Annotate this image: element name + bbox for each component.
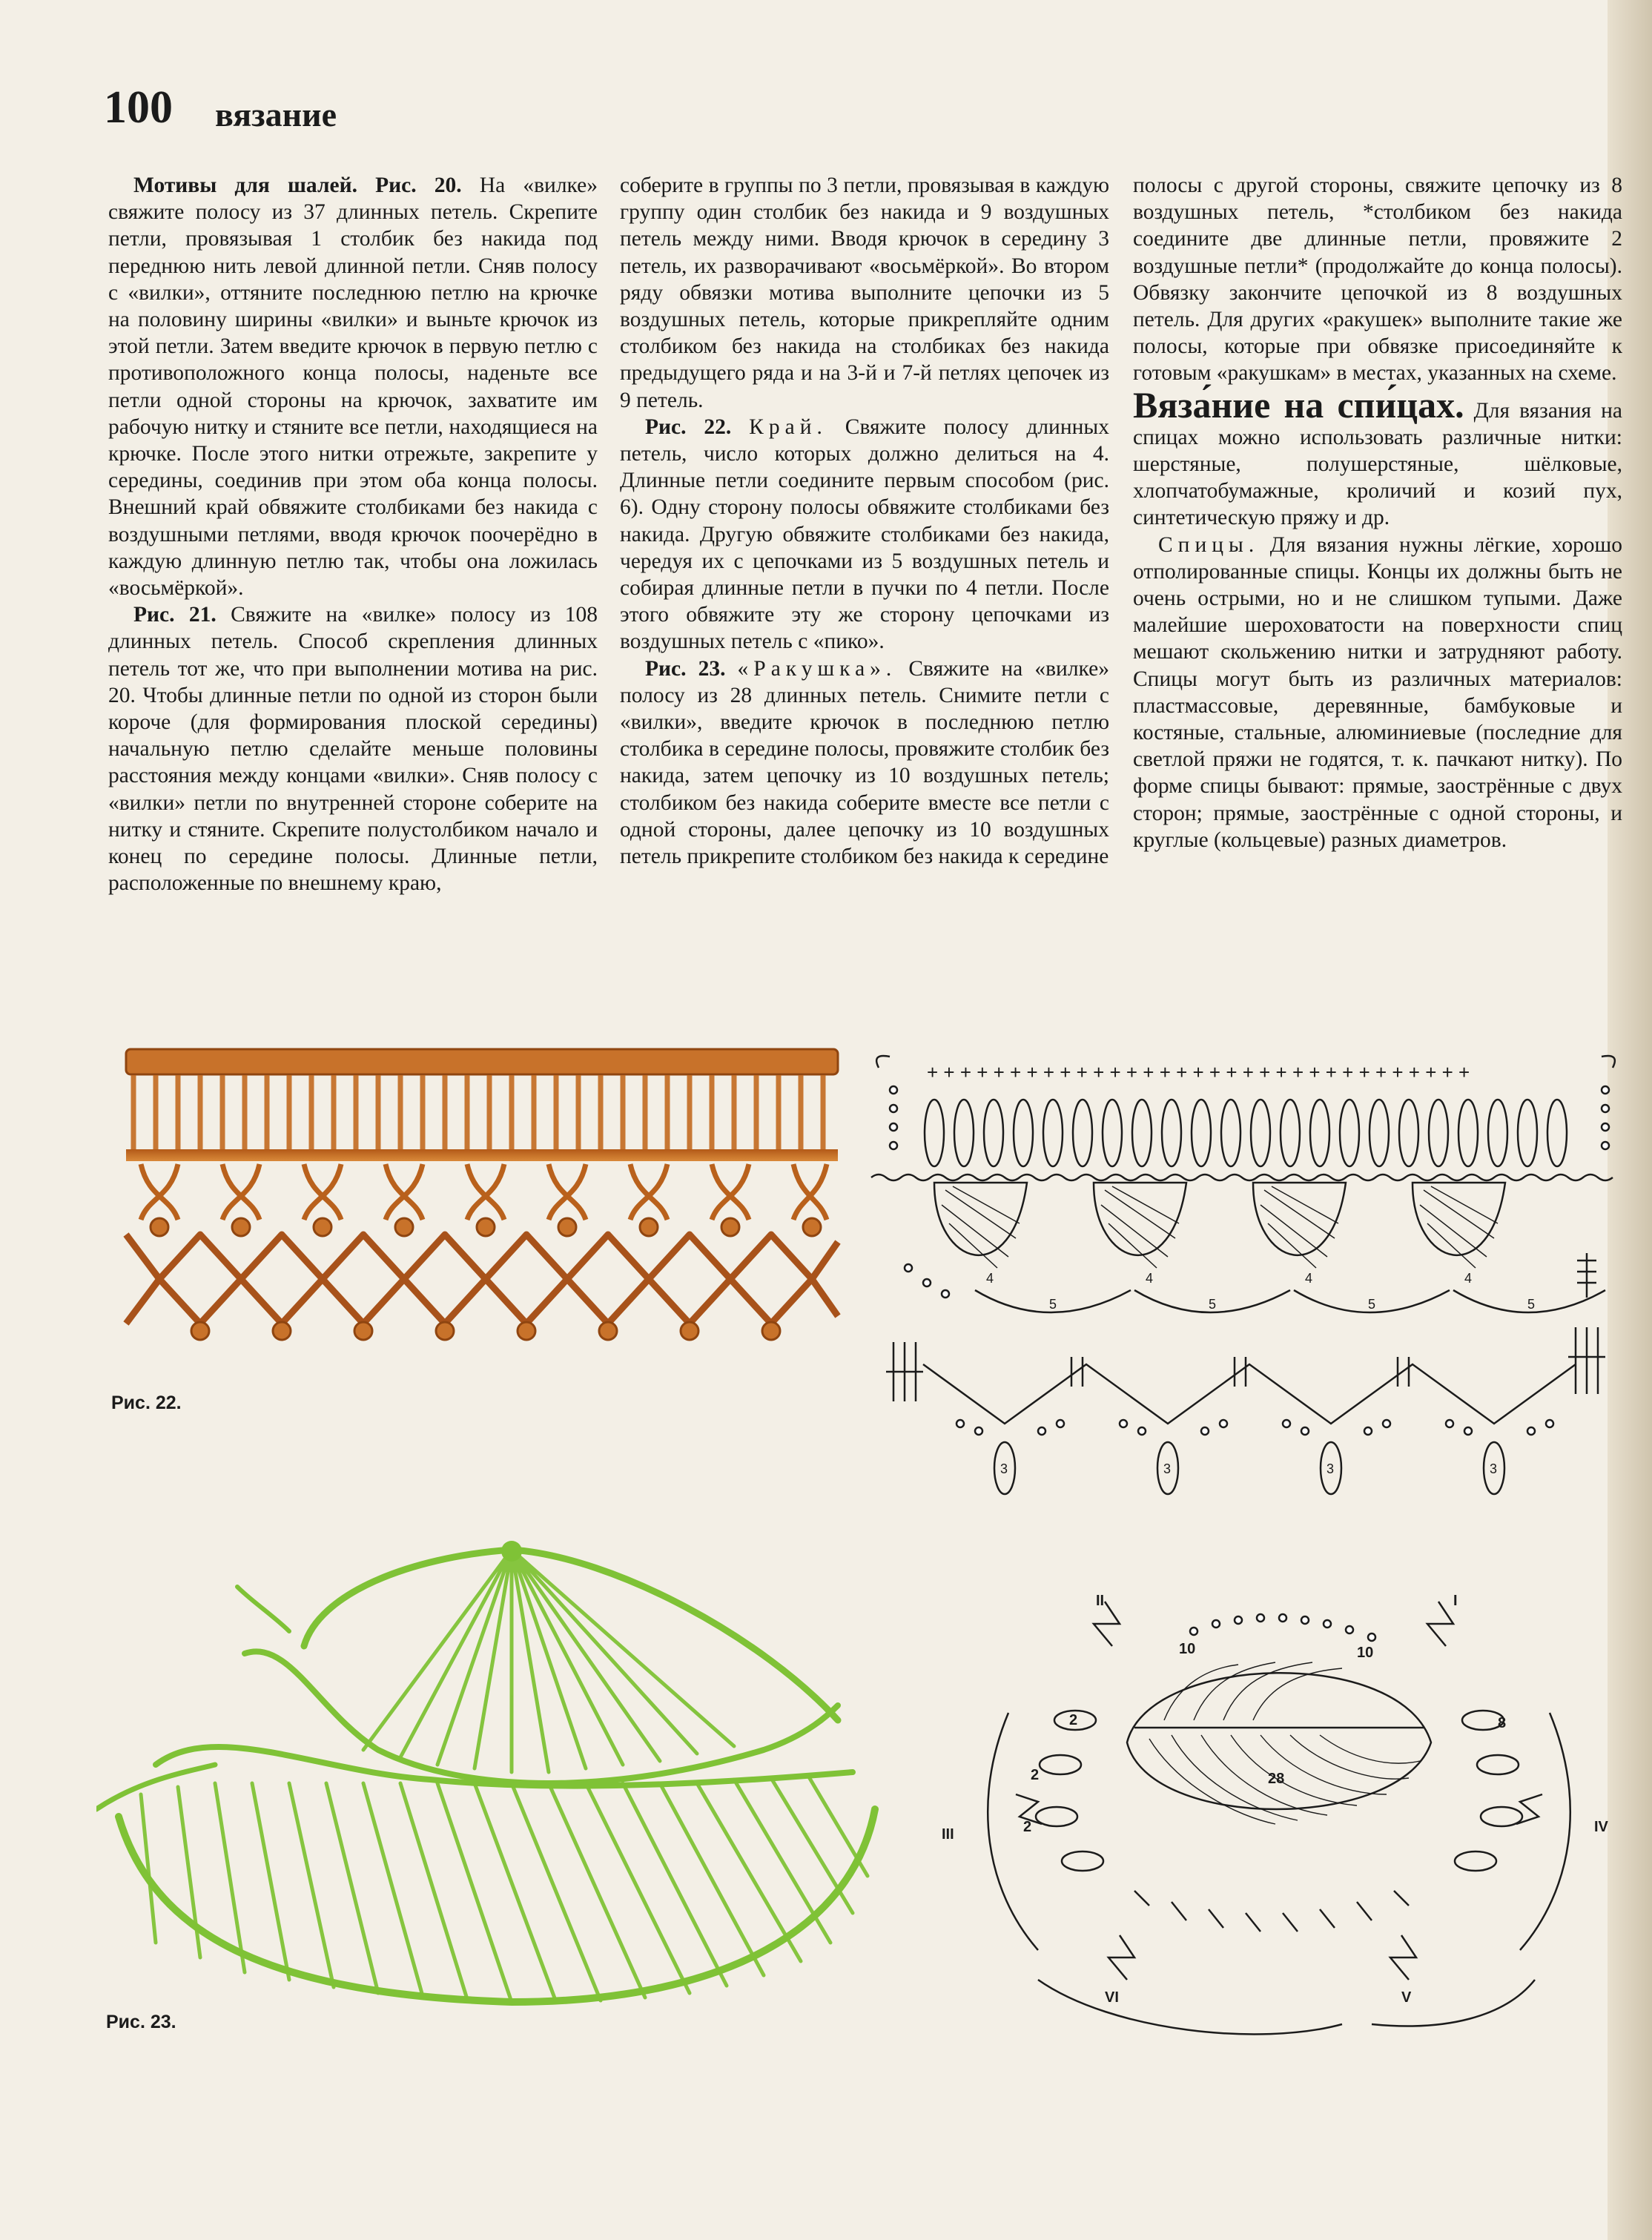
paragraph-continued: соберите в группы по 3 петли, провязывая в каждую группу один столбик без накида и 9 воздушных петель между ними. Вводя крючок в середину 3 петель, их разворачивают «восьмёркой». Во втором ряду обвязки мотива выполните цепочки из 5 воздушных петель, которые прикрепляйте одним столбиком без накида на столбиках без накида предыдущего ряда и на 3-й и 7-й петлях цепочек из 9 петель. <box>620 174 1109 412</box>
picot-label: 3 <box>1000 1461 1008 1476</box>
section-heading: Вяза́ние на спи́цах. <box>1133 383 1464 426</box>
scallop-label: 4 <box>986 1271 994 1286</box>
paragraph-lead: Рис. 21. <box>133 603 217 627</box>
paragraph-motifs <box>108 172 598 601</box>
chain-label: 5 <box>1209 1297 1217 1312</box>
picot-label: 3 <box>1326 1461 1335 1476</box>
paragraph-needles <box>1133 532 1622 853</box>
chain-label: 5 <box>1368 1297 1376 1312</box>
roman-label: I <box>1453 1593 1458 1609</box>
paragraph-body: Свяжите полосу длинных петель, число которых должно делиться на 4. Длинные петли соедините первым способом (рис. 6). Одну сторону полосы обвяжите столбиками без накида. Другую обвяжите столбиками без накида, чередуя их с цепочками из 5 воздушных петель и собирая длинные петли в пучки по 4 петли. После этого обвяжите эту же сторону цепочками из воздушных петель с «пико». <box>620 414 1109 654</box>
roman-label: VI <box>1105 1989 1119 2006</box>
paragraph-spaced-title: «Ракушка». <box>737 656 897 681</box>
paragraph-lead: Мотивы для шалей. Рис. 20. <box>133 174 462 197</box>
chain2-label: 2 <box>1069 1712 1078 1728</box>
chain2-label: 2 <box>1031 1767 1040 1783</box>
paragraph-body: На «вилке» свяжите полосу из 37 длинных петель. Скрепите петли, провязывая 1 столбик без накида под переднюю нить левой длинной петли. Сняв полосу с «вилки», оттяните последнюю петлю на крючке на половину ширины «вилки» и выньте крючок из этой петли. Затем введите крючок в первую петлю с противоположного конца полосы, наденьте все петли одной стороны на крючок, захватите им рабочую нитку и стяните все петли, находящиеся на крючке. После этого нитки отрежьте, закрепите у середины, соединив при этом оба конца полосы. Внешний край обвяжите столбиками без накида с воздушными петлями, вводя крючок поочерёдно в каждую длинную петлю так, чтобы она ложилась «восьмёркой». <box>108 174 598 601</box>
paragraph-body: Свяжите на «вилке» полосу из 108 длинных петель. Способ скрепления длинных петель тот же, что при выполнении мотива на рис. 20. Чтобы длинные петли по одной из сторон были короче (для формирования плоской середины) начальную петлю сделайте меньше половины расстояния между концами «вилки». Сняв полосу с «вилки» петли по внутренней стороне соберите на нитку и стяните. Скрепите полустолбиком начало и конец по середине полосы. Длинные петли, расположенные по внешнему краю, <box>108 603 598 896</box>
roman-label: II <box>1096 1593 1105 1609</box>
scallop-label: 4 <box>1464 1271 1473 1286</box>
scallop-label: 4 <box>1146 1271 1154 1286</box>
diagram-shell-scheme <box>927 1579 1631 2039</box>
roman-label: III <box>942 1826 954 1843</box>
picot-label: 3 <box>1163 1461 1172 1476</box>
center-loop-count: 28 <box>1268 1771 1285 1787</box>
paragraph-fig21 <box>108 601 598 896</box>
text-column-1 <box>108 172 598 896</box>
paragraph-fig22 <box>620 414 1109 655</box>
paragraph-body: Свяжите на «вилке» полосу из 28 длинных петель. Снимите петли с «вилки», введите крючок в последнюю петлю столбика в середине полосы, провяжите столбик без накида, затем цепочку из 10 воздушных петель; столбиком без накида соберите вместе все петли с одной стороны, далее цепочку из 10 воздушных петель прикрепите столбиком без накида к середине <box>620 656 1109 869</box>
paragraph-continued: полосы с другой стороны, свяжите цепочку из 8 воздушных петель, *столбиком без накида соедините две длинные петли, провяжите 2 воздушные петли* (продолжайте до конца полосы). Обвязку закончите цепочкой из 8 воздушных петель. Для других «ракушек» выполните такие же полосы, которые при обвязке присоединяйте к готовым «ракушкам» в местах, указанных на схеме. <box>1133 174 1622 386</box>
paragraph-body: Для вязания на спицах можно использовать различные нитки: шерстяные, полушерстяные, шёлковые, хлопчатобумажные, кроличий и козий пух, синтетическую пряжу и др. <box>1133 398 1623 530</box>
chain-label: 5 <box>1527 1297 1536 1312</box>
section-title: вязание <box>215 96 337 133</box>
caption-fig23: Рис. 23. <box>106 2012 176 2032</box>
paragraph-lead: Рис. 23. <box>645 656 726 681</box>
chain8-label: 8 <box>1498 1715 1507 1731</box>
paragraph-spaced-title: Край. <box>749 414 827 439</box>
paragraph-lead: Рис. 22. <box>645 414 732 439</box>
paragraph-body: Для вязания нужны лёгкие, хорошо отполированные спицы. Концы их должны быть не очень острыми, но и не слишком тупыми. Даже малейшие шероховатости на поверхности спиц мешают скольжению нитки и затрудняют работу. Спицы могут быть из различных материалов: пластмассовые, деревянные, бамбуковые и костяные, стальные, алюминиевые (последние для светлой пряжи не годятся, т. к. пачкают нитку). По форме спицы бывают: прямые, заострённые с двух сторон; прямые, заострённые с одной стороны, и круглые (кольцевые) разных диаметров. <box>1133 532 1622 852</box>
chain10-label: 10 <box>1357 1645 1374 1661</box>
picot-label: 3 <box>1490 1461 1498 1476</box>
text-column-3 <box>1133 172 1622 853</box>
photo-fig22-edging <box>111 1042 853 1353</box>
paragraph-fig23 <box>620 655 1109 870</box>
paragraph-knitting <box>1133 383 1623 532</box>
diagram-edging-scheme <box>864 1045 1628 1513</box>
roman-label: V <box>1401 1989 1412 2006</box>
paragraph-spaced-title: Спицы. <box>1158 532 1260 557</box>
page-number: 100 <box>104 82 173 133</box>
scallop-label: 4 <box>1305 1271 1313 1286</box>
roman-label: IV <box>1594 1819 1608 1835</box>
caption-fig22: Рис. 22. <box>111 1392 182 1413</box>
photo-fig23-shell <box>96 1527 897 2017</box>
chain-label: 5 <box>1049 1297 1057 1312</box>
text-column-2 <box>620 172 1109 870</box>
svg-text:+ + + + + + + + + + + + + + +: + + + + + + + + + + + + + + + + + + + + + + + + + + + + + + + + + <box>927 1061 1470 1083</box>
chain2-label: 2 <box>1023 1819 1032 1835</box>
chain10-label: 10 <box>1179 1641 1196 1657</box>
